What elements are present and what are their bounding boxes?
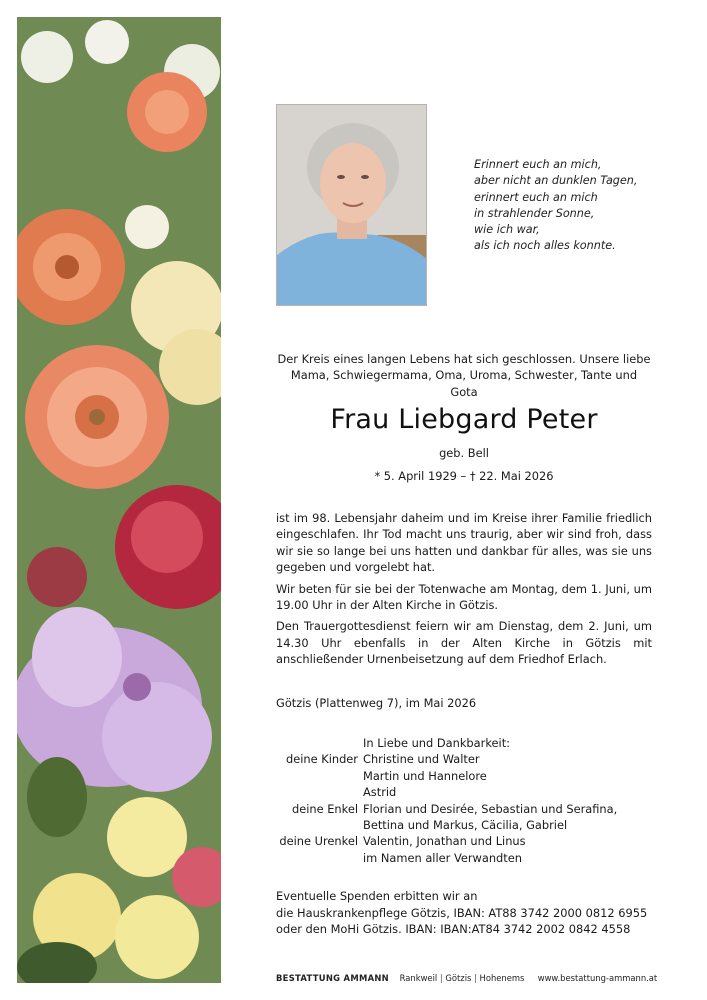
family-value: Martin und Hannelore xyxy=(363,768,487,783)
birth-name: geb. Bell xyxy=(439,446,489,460)
funeral-paragraph: Den Trauergottesdienst feiern wir am Dienstag, dem 2. Juni, um 14.30 Uhr ebenfalls in der Alten Kirche in Götzis mit anschließender Urnenbeisetzung auf dem Friedhof Erlach. xyxy=(276,619,652,667)
portrait-photo xyxy=(276,104,427,306)
announcement-body xyxy=(276,510,652,673)
location-rankweil: Rankweil xyxy=(399,973,438,983)
footer xyxy=(276,973,657,983)
family-label: deine Kinder xyxy=(285,752,358,767)
deceased-name: Frau Liebgard Peter xyxy=(330,404,598,435)
family-row xyxy=(276,850,617,866)
family-label xyxy=(276,817,363,833)
family-value: Astrid xyxy=(363,785,397,800)
family-list xyxy=(276,735,617,866)
family-value: Christine und Walter xyxy=(363,752,480,767)
announcement-paragraph: ist im 98. Lebensjahr daheim und im Kreise ihrer Familie friedlich eingeschlafen. Ihr Tod macht uns traurig, aber wir sind froh, dass wir sie so lange bei uns hatten und dankbar für alles, was sie uns gegeben und vorgelebt hat. xyxy=(276,511,652,575)
intro-text: Der Kreis eines langen Lebens hat sich geschlossen. Unsere liebe Mama, Schwiegermama, Oma, Uroma, Schwester, Tante und Gota xyxy=(277,352,651,399)
life-dates: * 5. April 1929 – † 22. Mai 2026 xyxy=(374,469,554,483)
family-value: Valentin, Jonathan und Linus xyxy=(363,834,526,849)
donation-line: Eventuelle Spenden erbitten wir an xyxy=(276,889,478,903)
poem-line: in strahlender Sonne, xyxy=(474,206,595,220)
family-row xyxy=(276,784,617,800)
family-label xyxy=(276,850,363,866)
location-hohenems: Hohenems xyxy=(479,973,525,983)
donation-line: oder den MoHi Götzis. IBAN: IBAN:AT84 3742 2002 0842 4558 xyxy=(276,922,631,937)
wake-paragraph: Wir beten für sie bei der Totenwache am Montag, dem 1. Juni, um 19.00 Uhr in der Alten Kirche in Götzis. xyxy=(276,581,652,613)
family-label xyxy=(276,735,363,751)
donation-line: die Hauskrankenpflege Götzis, IBAN: AT88 3742 2000 0812 6955 xyxy=(276,905,648,920)
family-value: Bettina und Markus, Cäcilia, Gabriel xyxy=(363,818,568,833)
family-row xyxy=(276,833,617,849)
family-value: Florian und Desirée, Sebastian und Serafina, xyxy=(363,801,618,816)
family-value: im Namen aller Verwandten xyxy=(363,850,522,865)
separator: | xyxy=(437,973,446,983)
funeral-home-brand: BESTATTUNG AMMANN xyxy=(276,973,389,983)
location-goetzis: Götzis xyxy=(445,973,472,983)
family-label: deine Urenkel xyxy=(279,834,358,849)
flower-image xyxy=(17,17,221,983)
donation-info xyxy=(276,888,647,938)
poem xyxy=(474,157,684,255)
separator: | xyxy=(471,973,480,983)
poem-line: Erinnert euch an mich, xyxy=(474,158,602,171)
poem-line: erinnert euch an mich xyxy=(474,190,598,204)
family-row xyxy=(276,817,617,833)
family-label xyxy=(276,784,363,800)
family-row xyxy=(276,751,617,767)
poem-line: aber nicht an dunklen Tagen, xyxy=(474,174,638,188)
place-date: Götzis (Plattenweg 7), im Mai 2026 xyxy=(276,696,477,710)
family-value: In Liebe und Dankbarkeit: xyxy=(363,736,510,750)
family-row xyxy=(276,768,617,784)
website-link[interactable]: www.bestattung-ammann.at xyxy=(537,973,658,983)
family-row xyxy=(276,735,617,751)
poem-line: wie ich war, xyxy=(474,223,540,237)
family-label xyxy=(276,768,363,784)
family-label: deine Enkel xyxy=(291,801,358,816)
family-row xyxy=(276,801,617,817)
poem-line: als ich noch alles konnte. xyxy=(474,239,616,253)
